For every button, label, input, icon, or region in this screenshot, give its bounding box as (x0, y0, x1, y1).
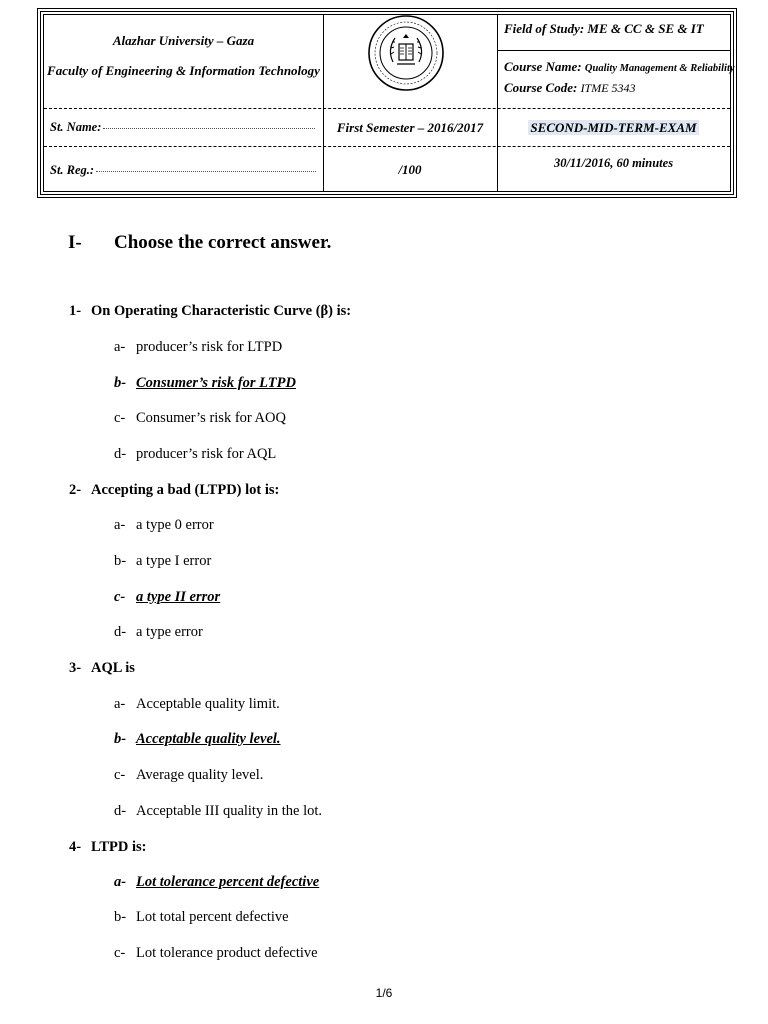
option-text: Average quality level. (136, 767, 264, 783)
q1-option-c[interactable] (114, 410, 286, 427)
q3-option-a[interactable] (114, 696, 280, 713)
option-text: Acceptable III quality in the lot. (136, 803, 323, 819)
option-text: a type II error (136, 589, 221, 605)
q2-option-d[interactable] (114, 624, 203, 641)
option-letter: c- (114, 410, 126, 426)
student-name-label: St. Name: (50, 120, 102, 134)
option-text: a type I error (136, 553, 212, 569)
option-text: Acceptable quality limit. (136, 696, 280, 712)
q1-option-b-correct[interactable] (114, 375, 296, 392)
header-row-divider-2 (44, 146, 730, 147)
q3-option-b-correct[interactable] (114, 731, 281, 748)
q2-option-b[interactable] (114, 553, 211, 570)
option-text: producer’s risk for LTPD (136, 339, 283, 355)
question-1 (69, 303, 351, 320)
header-row-divider-1 (44, 108, 730, 109)
semester: First Semester – 2016/2017 (336, 120, 484, 135)
option-letter: a- (114, 696, 126, 712)
student-reg-label: St. Reg.: (50, 163, 95, 177)
option-letter: c- (114, 945, 126, 961)
question-text: AQL is (91, 660, 135, 676)
option-text: a type error (136, 624, 203, 640)
option-letter: c- (114, 767, 126, 783)
option-text: Lot total percent defective (136, 909, 289, 925)
section-heading (68, 232, 331, 254)
option-text: a type 0 error (136, 517, 214, 533)
exam-title-cell (497, 120, 730, 136)
question-text: On Operating Characteristic Curve (β) is: (91, 303, 352, 319)
university-seal-icon (367, 14, 445, 92)
option-text: Lot tolerance product defective (136, 945, 318, 961)
q3-option-c[interactable] (114, 767, 263, 784)
page-number: 1/6 (375, 986, 393, 1000)
question-number: 1- (69, 303, 82, 319)
option-letter: b- (114, 731, 127, 747)
option-letter: d- (114, 624, 127, 640)
student-name-field[interactable] (50, 120, 315, 135)
score-total: /100 (398, 162, 422, 177)
option-text: Acceptable quality level. (136, 731, 281, 747)
question-number: 4- (69, 839, 82, 855)
q4-option-c[interactable] (114, 945, 318, 962)
student-reg-blank[interactable] (96, 171, 316, 172)
question-number: 3- (69, 660, 82, 676)
question-text: Accepting a bad (LTPD) lot is: (91, 482, 280, 498)
student-reg-field[interactable] (50, 163, 316, 178)
option-letter: a- (114, 874, 127, 890)
section-title: Choose the correct answer. (114, 232, 332, 253)
q2-option-c-correct[interactable] (114, 589, 220, 606)
option-text: Consumer’s risk for AOQ (136, 410, 286, 426)
field-course-divider (497, 50, 730, 51)
option-letter: b- (114, 375, 127, 391)
q4-option-b[interactable] (114, 909, 289, 926)
course-code-line (504, 80, 636, 96)
q4-option-a-correct[interactable] (114, 874, 319, 891)
section-number: I- (68, 232, 82, 253)
course-code-value: ITME 5343 (580, 81, 636, 95)
option-letter: d- (114, 803, 127, 819)
option-letter: b- (114, 553, 127, 569)
option-text: Consumer’s risk for LTPD (136, 375, 296, 391)
option-letter: b- (114, 909, 127, 925)
question-2 (69, 482, 279, 499)
course-name-value: Quality Management & Reliability (584, 63, 735, 74)
q3-option-d[interactable] (114, 803, 322, 820)
question-4 (69, 839, 146, 856)
option-letter: c- (114, 589, 126, 605)
exam-title: SECOND-MID-TERM-EXAM (530, 120, 697, 135)
q1-option-d[interactable] (114, 446, 276, 463)
university-name: Alazhar University – Gaza (112, 33, 255, 48)
course-name-label: Course Name: (504, 59, 582, 74)
option-text: producer’s risk for AQL (136, 446, 277, 462)
option-letter: a- (114, 517, 126, 533)
question-number: 2- (69, 482, 82, 498)
course-code-label: Course Code: (504, 80, 578, 95)
faculty-name: Faculty of Engineering & Information Technology (47, 63, 320, 78)
question-3 (69, 660, 135, 677)
option-text: Lot tolerance percent defective (136, 874, 320, 890)
option-letter: a- (114, 339, 126, 355)
q1-option-a[interactable] (114, 339, 282, 356)
field-of-study: Field of Study: ME & CC & SE & IT (504, 21, 704, 36)
student-name-blank[interactable] (103, 128, 315, 129)
q2-option-a[interactable] (114, 517, 214, 534)
exam-date-duration: 30/11/2016, 60 minutes (553, 156, 674, 170)
course-name-line (504, 59, 735, 75)
option-letter: d- (114, 446, 127, 462)
question-text: LTPD is: (91, 839, 147, 855)
